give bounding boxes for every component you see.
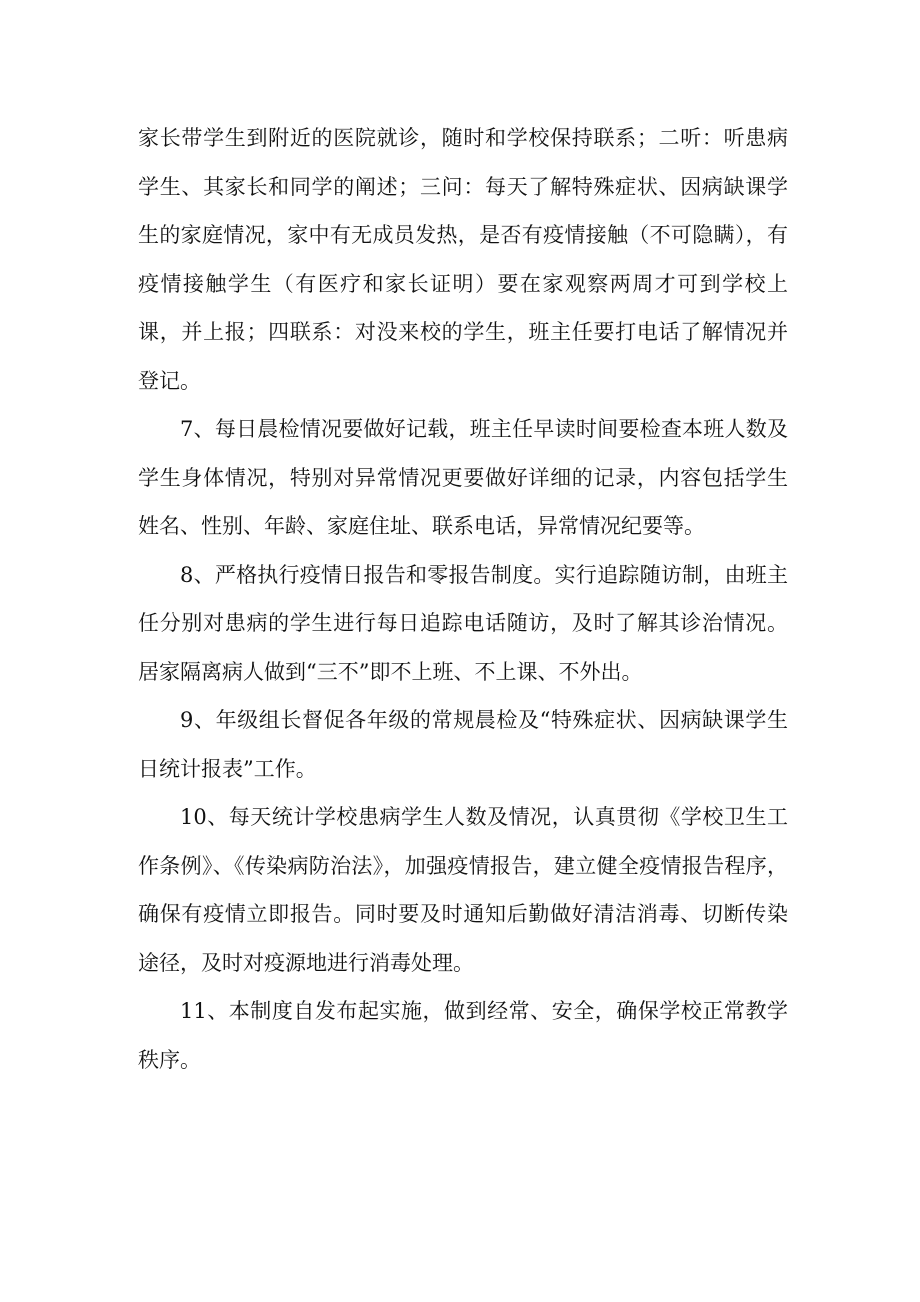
- paragraph-item-11: 11、本制度自发布起实施，做到经常、安全，确保学校正常教学秩序。: [138, 999, 788, 1072]
- paragraph-continuation: 家长带学生到附近的医院就诊，随时和学校保持联系；二听：听患病学生、其家长和同学的阐述；三问：每天了解特殊症状、因病缺课学生的家庭情况，家中有无成员发热，是否有疫情接触（不可隐瞒），有疫情接触学生（有医疗和家长证明）要在家观察两周才可到学校上课，并上报；四联系：对没来校的学生，班主任要打电话了解情况并登记。: [138, 126, 788, 393]
- paragraph-item-8: 8、严格执行疫情日报告和零报告制度。实行追踪随访制，由班主任分别对患病的学生进行每日追踪电话随访，及时了解其诊治情况。居家隔离病人做到“三不”即不上班、不上课、不外出。: [138, 562, 788, 684]
- paragraph-item-9: 9、年级组长督促各年级的常规晨检及“特殊症状、因病缺课学生日统计报表”工作。: [138, 708, 788, 781]
- paragraph-item-7: 7、每日晨检情况要做好记载，班主任早读时间要检查本班人数及学生身体情况，特别对异常情况更要做好详细的记录，内容包括学生姓名、性别、年龄、家庭住址、联系电话，异常情况纪要等。: [138, 417, 788, 538]
- document-body: [138, 114, 788, 1084]
- paragraph-item-10: 10、每天统计学校患病学生人数及情况，认真贯彻《学校卫生工作条例》、《传染病防治法》，加强疫情报告，建立健全疫情报告程序，确保有疫情立即报告。同时要及时通知后勤做好清洁消毒、切断传染途径，及时对疫源地进行消毒处理。: [138, 805, 788, 975]
